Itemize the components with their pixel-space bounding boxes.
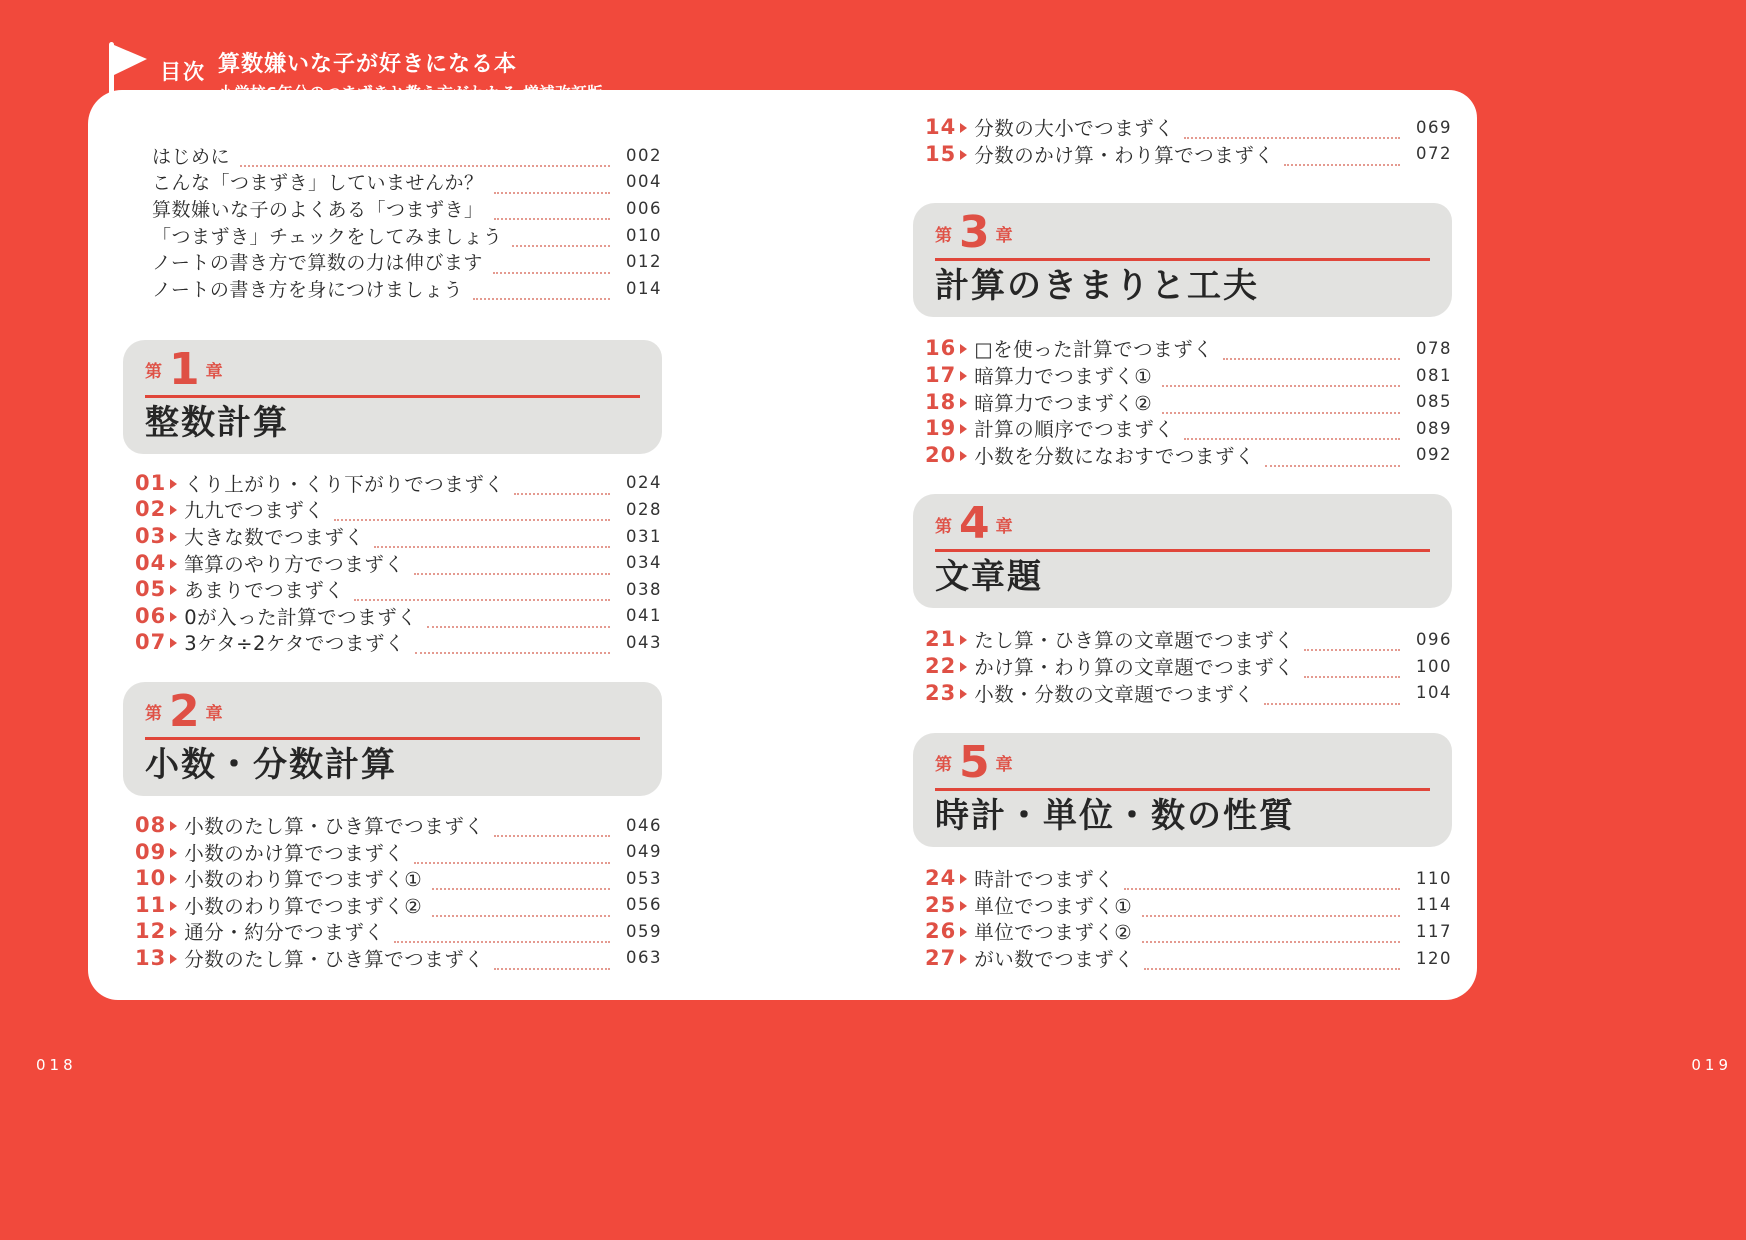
right-column [925, 90, 1452, 971]
triangle-icon [960, 451, 967, 461]
triangle-icon [960, 954, 967, 964]
chapter-prefix: 第 [935, 516, 953, 537]
page-ref: 046 [626, 815, 662, 835]
triangle-icon [170, 505, 177, 515]
chapter-underline [935, 258, 1430, 261]
dotted-leader [494, 821, 610, 837]
toc-item-row [135, 838, 662, 865]
item-number: 03 [135, 524, 167, 549]
front-matter-row [135, 169, 662, 196]
dotted-leader [1304, 635, 1400, 651]
page-ref: 038 [626, 579, 662, 599]
triangle-icon [960, 901, 967, 911]
page-ref: 078 [1416, 338, 1452, 358]
item-number: 24 [925, 866, 957, 891]
toc-item-row [925, 335, 1452, 362]
chapter-suffix: 章 [995, 516, 1014, 537]
triangle-icon [170, 532, 177, 542]
toc-item-row [135, 918, 662, 945]
dotted-leader [1284, 150, 1400, 166]
item-number: 13 [135, 945, 167, 970]
triangle-icon [960, 635, 967, 645]
page-ref: 085 [1416, 392, 1452, 412]
item-label: あまりでつまずく [184, 579, 345, 603]
chapter-underline [935, 549, 1430, 552]
page-ref: 041 [626, 606, 662, 626]
dotted-leader [494, 204, 610, 220]
dotted-leader [512, 231, 610, 247]
page-ref: 120 [1416, 948, 1452, 968]
item-label: 0が入った計算でつまずく [184, 605, 418, 629]
item-label: 小数のわり算でつまずく① [184, 868, 423, 892]
toc-item-row [135, 945, 662, 972]
toc-item-row [135, 865, 662, 892]
item-label: 暗算力でつまずく① [974, 365, 1153, 389]
chapter-number [935, 498, 1430, 550]
toc-item-row [925, 626, 1452, 653]
page-ref: 117 [1416, 921, 1452, 941]
chapter-underline [145, 395, 640, 398]
toc-item-row [135, 549, 662, 576]
item-label: 計算の順序でつまずく [974, 418, 1175, 442]
page-ref: 072 [1416, 144, 1452, 164]
chapter-item-list [135, 812, 662, 972]
triangle-icon [170, 848, 177, 858]
book-titles [218, 47, 603, 103]
chapter-title: 整数計算 [145, 402, 289, 443]
chapter-heading-box [123, 682, 662, 796]
page-ref: 114 [1416, 895, 1452, 915]
page-ref: 092 [1416, 445, 1452, 465]
chapter-number [145, 343, 640, 395]
page-ref: 063 [626, 948, 662, 968]
triangle-icon [960, 398, 967, 408]
chapter-number-digit: 4 [959, 498, 990, 550]
left-column [135, 90, 662, 971]
dotted-leader [494, 954, 610, 970]
triangle-icon [960, 344, 967, 354]
chapter-heading-box [913, 494, 1452, 608]
triangle-icon [170, 479, 177, 489]
page-ref: 049 [626, 842, 662, 862]
page-ref: 056 [626, 895, 662, 915]
dotted-leader [1124, 874, 1400, 890]
chapter-prefix: 第 [145, 362, 163, 383]
dotted-leader [1184, 123, 1400, 139]
page-ref: 024 [626, 473, 662, 493]
page-ref: 002 [626, 145, 662, 165]
item-label: 分数の大小でつまずく [974, 117, 1175, 141]
toc-item-row [135, 523, 662, 550]
item-number: 05 [135, 577, 167, 602]
triangle-icon [170, 874, 177, 884]
dotted-leader [427, 612, 610, 628]
chapter-item-list [135, 470, 662, 656]
page-ref: 043 [626, 632, 662, 652]
front-matter-label: ノートの書き方を身につけましょう [152, 278, 464, 301]
dotted-leader [415, 638, 610, 654]
dotted-leader [394, 927, 610, 943]
item-number: 18 [925, 389, 957, 414]
triangle-icon [170, 585, 177, 595]
toc-item-row [925, 388, 1452, 415]
chapter-title: 小数・分数計算 [145, 744, 397, 785]
book-subtitle: 小学校6年分のつまずきと教え方がわかる 増補改訂版 [218, 84, 604, 102]
item-number: 11 [135, 892, 167, 917]
item-label: 3ケタ÷2ケタでつまずく [184, 632, 405, 656]
item-label: 小数のわり算でつまずく② [184, 894, 423, 918]
item-number: 20 [925, 442, 957, 467]
item-number: 22 [925, 654, 957, 679]
item-label: 単位でつまずく② [974, 921, 1133, 945]
toc-item-row [925, 653, 1452, 680]
page-ref: 110 [1416, 868, 1452, 888]
page-ref: 012 [626, 252, 662, 272]
toc-item-row [925, 141, 1452, 168]
item-number: 25 [925, 892, 957, 917]
page-ref: 028 [626, 499, 662, 519]
item-label: 大きな数でつまずく [184, 526, 365, 550]
toc-item-row [135, 892, 662, 919]
item-number: 26 [925, 919, 957, 944]
chapter-number-digit: 1 [169, 343, 200, 395]
chapter-number [935, 736, 1430, 788]
chapter-item-list [925, 626, 1452, 706]
page-number-left: 018 [36, 1056, 77, 1074]
toc-card [88, 90, 1477, 1000]
dotted-leader [374, 532, 610, 548]
toc-item-row [135, 470, 662, 497]
page-ref: 006 [626, 198, 662, 218]
item-label: 通分・約分でつまずく [184, 921, 385, 945]
item-label: 時計でつまずく [974, 868, 1115, 892]
chapter-heading-box [123, 340, 662, 454]
item-label: 分数のかけ算・わり算でつまずく [974, 143, 1275, 167]
triangle-icon [960, 874, 967, 884]
page-number-right: 019 [1691, 1056, 1732, 1074]
item-number: 27 [925, 946, 957, 971]
item-label: 分数のたし算・ひき算でつまずく [184, 947, 485, 971]
toc-item-row [135, 812, 662, 839]
page-ref: 089 [1416, 418, 1452, 438]
front-matter-list [135, 142, 662, 302]
chapter-number-digit: 2 [169, 685, 200, 737]
toc-item-row [135, 576, 662, 603]
triangle-icon [960, 689, 967, 699]
dotted-leader [1142, 901, 1400, 917]
chapter-prefix: 第 [935, 225, 953, 246]
chapter-item-list [925, 865, 1452, 971]
item-label: 暗算力でつまずく② [974, 391, 1153, 415]
dotted-leader [354, 585, 610, 601]
chapter-heading-box [913, 203, 1452, 317]
page-ref: 010 [626, 225, 662, 245]
page-ref: 059 [626, 921, 662, 941]
chapter-title: 計算のきまりと工夫 [935, 266, 1259, 307]
dotted-leader [1162, 398, 1400, 414]
toc-item-row [925, 442, 1452, 469]
item-label: 筆算のやり方でつまずく [184, 552, 405, 576]
item-number: 09 [135, 839, 167, 864]
toc-item-row [925, 865, 1452, 892]
dotted-leader [514, 479, 610, 495]
front-matter-row [135, 195, 662, 222]
triangle-icon [960, 123, 967, 133]
item-label: 小数を分数になおすでつまずく [974, 444, 1255, 468]
toc-item-row [925, 918, 1452, 945]
chapter-suffix: 章 [205, 704, 224, 725]
front-matter-row [135, 275, 662, 302]
item-label: 九九でつまずく [184, 499, 325, 523]
front-matter-row [135, 222, 662, 249]
item-number: 14 [925, 115, 957, 140]
dotted-leader [1142, 927, 1400, 943]
page-ref: 096 [1416, 629, 1452, 649]
dotted-leader [493, 258, 610, 274]
toc-item-row [925, 679, 1452, 706]
dotted-leader [1265, 451, 1400, 467]
page-ref: 104 [1416, 683, 1452, 703]
dotted-leader [473, 284, 610, 300]
page-ref: 004 [626, 172, 662, 192]
item-number: 16 [925, 336, 957, 361]
chapter-number [935, 207, 1430, 259]
dotted-leader [414, 559, 610, 575]
front-matter-label: はじめに [152, 145, 231, 168]
triangle-icon [960, 150, 967, 160]
chapter-title: 文章題 [935, 557, 1043, 598]
toc-item-row [135, 496, 662, 523]
toc-label: 目次 [160, 60, 206, 84]
chapter-number-digit: 3 [959, 207, 990, 259]
dotted-leader [1162, 371, 1400, 387]
toc-header [106, 42, 603, 106]
item-label: たし算・ひき算の文章題でつまずく [974, 629, 1295, 653]
triangle-icon [170, 612, 177, 622]
item-label: 小数のかけ算でつまずく [184, 841, 405, 865]
item-label: くり上がり・くり下がりでつまずく [184, 472, 505, 496]
chapter-underline [145, 737, 640, 740]
item-number: 17 [925, 363, 957, 388]
item-label: 小数・分数の文章題でつまずく [974, 682, 1255, 706]
item-number: 10 [135, 866, 167, 891]
item-number: 23 [925, 680, 957, 705]
page-ref: 081 [1416, 365, 1452, 385]
item-label: 単位でつまずく① [974, 894, 1133, 918]
chapter-prefix: 第 [145, 704, 163, 725]
chapter-number [145, 685, 640, 737]
front-matter-row [135, 248, 662, 275]
dotted-leader [1144, 954, 1400, 970]
triangle-icon [170, 901, 177, 911]
page-ref: 034 [626, 553, 662, 573]
chapter-item-list [925, 114, 1452, 167]
triangle-icon [170, 954, 177, 964]
toc-item-row [925, 114, 1452, 141]
page-ref: 069 [1416, 117, 1452, 137]
chapter-item-list [925, 335, 1452, 468]
item-number: 04 [135, 550, 167, 575]
item-label: かけ算・わり算の文章題でつまずく [974, 656, 1295, 680]
item-label: □を使った計算でつまずく [974, 338, 1214, 362]
dotted-leader [432, 901, 610, 917]
triangle-icon [170, 559, 177, 569]
chapter-title: 時計・単位・数の性質 [935, 795, 1295, 836]
toc-item-row [925, 945, 1452, 972]
front-matter-label: ノートの書き方で算数の力は伸びます [152, 252, 483, 275]
page-ref: 031 [626, 526, 662, 546]
item-label: 小数のたし算・ひき算でつまずく [184, 815, 485, 839]
toc-item-row [135, 629, 662, 656]
chapter-suffix: 章 [995, 755, 1014, 776]
triangle-icon [960, 424, 967, 434]
toc-item-row [925, 415, 1452, 442]
dotted-leader [240, 151, 610, 167]
item-number: 01 [135, 470, 167, 495]
chapter-suffix: 章 [205, 362, 224, 383]
front-matter-label: 算数嫌いな子のよくある「つまずき」 [152, 198, 484, 221]
item-number: 07 [135, 630, 167, 655]
front-matter-label: こんな「つまずき」していませんか？ [152, 172, 484, 195]
chapter-number-digit: 5 [959, 736, 990, 788]
page-ref: 100 [1416, 656, 1452, 676]
item-number: 19 [925, 416, 957, 441]
dotted-leader [494, 178, 610, 194]
dotted-leader [1184, 424, 1400, 440]
page-ref: 014 [626, 278, 662, 298]
item-label: がい数でつまずく [974, 948, 1135, 972]
dotted-leader [1223, 344, 1400, 360]
triangle-icon [960, 927, 967, 937]
triangle-icon [170, 821, 177, 831]
chapter-underline [935, 788, 1430, 791]
book-title: 算数嫌いな子が好きになる本 [218, 52, 518, 77]
toc-item-row [925, 892, 1452, 919]
item-number: 15 [925, 141, 957, 166]
triangle-icon [960, 371, 967, 381]
dotted-leader [334, 505, 610, 521]
toc-item-row [925, 362, 1452, 389]
chapter-prefix: 第 [935, 755, 953, 776]
item-number: 08 [135, 813, 167, 838]
dotted-leader [1264, 689, 1400, 705]
item-number: 12 [135, 919, 167, 944]
dotted-leader [1304, 662, 1400, 678]
triangle-icon [170, 638, 177, 648]
toc-item-row [135, 603, 662, 630]
chapter-heading-box [913, 733, 1452, 847]
dotted-leader [414, 848, 610, 864]
page-ref: 053 [626, 868, 662, 888]
dotted-leader [432, 874, 610, 890]
triangle-icon [960, 662, 967, 672]
item-number: 02 [135, 497, 167, 522]
item-number: 06 [135, 603, 167, 628]
item-number: 21 [925, 627, 957, 652]
chapter-suffix: 章 [995, 225, 1014, 246]
triangle-icon [170, 927, 177, 937]
front-matter-label: 「つまずき」チェックをしてみましょう [152, 225, 503, 248]
flag-icon [106, 42, 148, 106]
front-matter-row [135, 142, 662, 169]
